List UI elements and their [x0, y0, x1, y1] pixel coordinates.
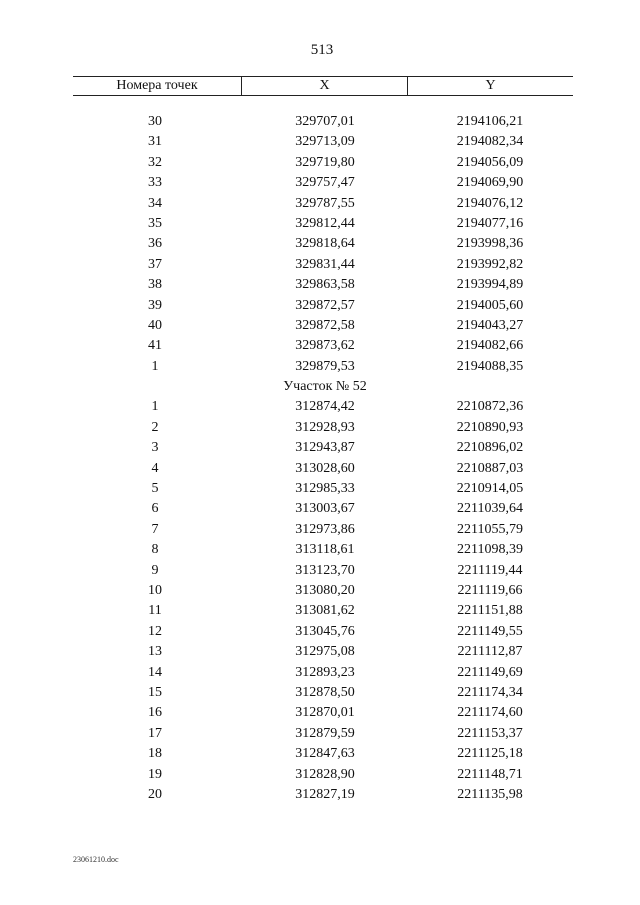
point-number: 10 — [148, 582, 162, 598]
point-number: 15 — [148, 684, 162, 700]
y-coordinate: 2210887,03 — [456, 460, 524, 476]
x-coordinate: 312828,90 — [295, 766, 355, 782]
x-coordinate: 329757,47 — [295, 175, 355, 191]
x-coordinate: 329872,57 — [295, 297, 355, 313]
x-coordinate: 329812,44 — [295, 215, 355, 231]
y-coordinate: 2211125,18 — [457, 746, 523, 762]
y-coordinate: 2194082,66 — [456, 338, 524, 354]
y-coordinate: 2211119,66 — [457, 582, 523, 598]
y-coordinate: 2194077,16 — [456, 215, 524, 231]
y-coordinate: 2210890,93 — [456, 419, 524, 435]
point-number: 11 — [148, 603, 162, 619]
point-number: 2 — [151, 419, 159, 435]
y-coordinate: 2211151,88 — [457, 603, 523, 619]
point-number: 34 — [148, 195, 162, 211]
table-row — [0, 112, 640, 132]
x-coordinate: 313045,76 — [295, 623, 355, 639]
point-number: 13 — [148, 644, 162, 660]
y-coordinate: 2194076,12 — [456, 195, 524, 211]
table-row — [0, 214, 640, 234]
x-coordinate: 312827,19 — [295, 786, 355, 802]
x-coordinate: 329873,62 — [295, 338, 355, 354]
y-coordinate: 2211149,55 — [457, 623, 523, 639]
point-number: 1 — [151, 358, 159, 374]
table-row — [0, 275, 640, 295]
table-row — [0, 703, 640, 723]
point-number: 4 — [151, 460, 159, 476]
table-row — [0, 581, 640, 601]
x-coordinate: 312874,42 — [295, 399, 355, 415]
header-point-numbers: Номера точек — [73, 77, 242, 95]
point-number: 39 — [148, 297, 162, 313]
x-coordinate: 329719,80 — [295, 154, 355, 170]
x-coordinate: 313080,20 — [295, 582, 355, 598]
x-coordinate: 312973,86 — [295, 521, 355, 537]
y-coordinate: 2194056,09 — [456, 154, 524, 170]
x-coordinate: 312928,93 — [295, 419, 355, 435]
x-coordinate: 313123,70 — [295, 562, 355, 578]
point-number: 3 — [151, 440, 159, 456]
y-coordinate: 2211098,39 — [457, 542, 523, 558]
y-coordinate: 2211112,87 — [457, 644, 523, 660]
x-coordinate: 313081,62 — [295, 603, 355, 619]
table-row — [0, 296, 640, 316]
x-coordinate: 312943,87 — [295, 440, 355, 456]
x-coordinate: 312879,59 — [295, 725, 355, 741]
table-row — [0, 357, 640, 377]
point-number: 20 — [148, 786, 162, 802]
x-coordinate: 312878,50 — [295, 684, 355, 700]
y-coordinate: 2194043,27 — [456, 317, 524, 333]
x-coordinate: 329872,58 — [295, 317, 355, 333]
point-number: 18 — [148, 746, 162, 762]
table-row — [0, 132, 640, 152]
point-number: 6 — [151, 501, 159, 517]
point-number: 17 — [148, 725, 162, 741]
point-number: 5 — [151, 481, 159, 497]
point-number: 36 — [148, 236, 162, 252]
point-number: 38 — [148, 277, 162, 293]
point-number: 31 — [148, 134, 162, 150]
x-coordinate: 312975,08 — [295, 644, 355, 660]
x-coordinate: 329818,64 — [295, 236, 355, 252]
x-coordinate: 313003,67 — [295, 501, 355, 517]
x-coordinate: 329707,01 — [295, 114, 355, 129]
table-row — [0, 499, 640, 519]
point-number: 40 — [148, 317, 162, 333]
y-coordinate: 2193992,82 — [456, 256, 524, 272]
page-number: 513 — [310, 42, 334, 58]
x-coordinate: 312893,23 — [295, 664, 355, 680]
x-coordinate: 312847,63 — [295, 746, 355, 762]
table-row — [0, 765, 640, 785]
y-coordinate: 2193994,89 — [456, 277, 524, 293]
y-coordinate: 2194082,34 — [456, 134, 524, 150]
y-coordinate: 2210872,36 — [456, 399, 524, 415]
table-row — [0, 479, 640, 499]
table-row — [0, 642, 640, 662]
table-row — [0, 520, 640, 540]
point-number: 9 — [151, 562, 159, 578]
y-coordinate: 2194069,90 — [456, 175, 524, 191]
table-row — [0, 724, 640, 744]
y-coordinate: 2210896,02 — [456, 440, 524, 456]
table-row — [0, 744, 640, 764]
y-coordinate: 2193998,36 — [456, 236, 524, 252]
table-row — [0, 316, 640, 336]
x-coordinate: 312985,33 — [295, 481, 355, 497]
point-number: 30 — [148, 114, 162, 129]
x-coordinate: 329713,09 — [295, 134, 355, 150]
point-number: 1 — [151, 399, 159, 415]
point-number: 35 — [148, 215, 162, 231]
y-coordinate: 2211148,71 — [457, 766, 523, 782]
x-coordinate: 329831,44 — [295, 256, 355, 272]
point-number: 7 — [151, 521, 159, 537]
y-coordinate: 2194005,60 — [456, 297, 524, 313]
y-coordinate: 2211153,37 — [457, 725, 523, 741]
table-row — [0, 255, 640, 275]
y-coordinate: 2211119,44 — [457, 562, 523, 578]
point-number: 16 — [148, 705, 162, 721]
point-number: 19 — [148, 766, 162, 782]
table-row — [0, 153, 640, 173]
table-row — [0, 561, 640, 581]
table-row — [0, 663, 640, 683]
y-coordinate: 2211055,79 — [457, 521, 523, 537]
y-coordinate: 2211174,34 — [457, 684, 523, 700]
point-number: 41 — [148, 338, 162, 354]
coordinates-table — [0, 112, 640, 805]
point-number: 12 — [148, 623, 162, 639]
x-coordinate: 329879,53 — [295, 358, 355, 374]
table-row — [0, 459, 640, 479]
y-coordinate: 2210914,05 — [456, 481, 524, 497]
y-coordinate: 2211174,60 — [457, 705, 523, 721]
table-row — [0, 785, 640, 805]
y-coordinate: 2211149,69 — [457, 664, 523, 680]
section-title: Участок № 52 — [283, 379, 367, 395]
table-row — [0, 397, 640, 417]
table-row — [0, 234, 640, 254]
header-y: Y — [485, 78, 496, 93]
table-row — [0, 601, 640, 621]
point-number: 8 — [151, 542, 159, 558]
table-row — [0, 194, 640, 214]
table-row — [0, 622, 640, 642]
header-x: X — [242, 77, 408, 95]
footer-filename: 23061210.doc — [73, 855, 119, 864]
table-row — [0, 540, 640, 560]
x-coordinate: 313118,61 — [295, 542, 355, 558]
y-coordinate: 2194106,21 — [456, 114, 524, 129]
point-number: 32 — [148, 154, 162, 170]
x-coordinate: 329863,58 — [295, 277, 355, 293]
x-coordinate: 329787,55 — [295, 195, 355, 211]
y-coordinate: 2211135,98 — [457, 786, 523, 802]
point-number: 37 — [148, 256, 162, 272]
x-coordinate: 313028,60 — [295, 460, 355, 476]
table-row — [0, 173, 640, 193]
x-coordinate: 312870,01 — [295, 705, 355, 721]
table-row — [0, 336, 640, 356]
table-row — [0, 438, 640, 458]
table-row — [0, 683, 640, 703]
point-number: 33 — [148, 175, 162, 191]
table-row — [0, 418, 640, 438]
table-header — [73, 76, 573, 96]
y-coordinate: 2194088,35 — [456, 358, 524, 374]
y-coordinate: 2211039,64 — [457, 501, 523, 517]
point-number: 14 — [148, 664, 162, 680]
